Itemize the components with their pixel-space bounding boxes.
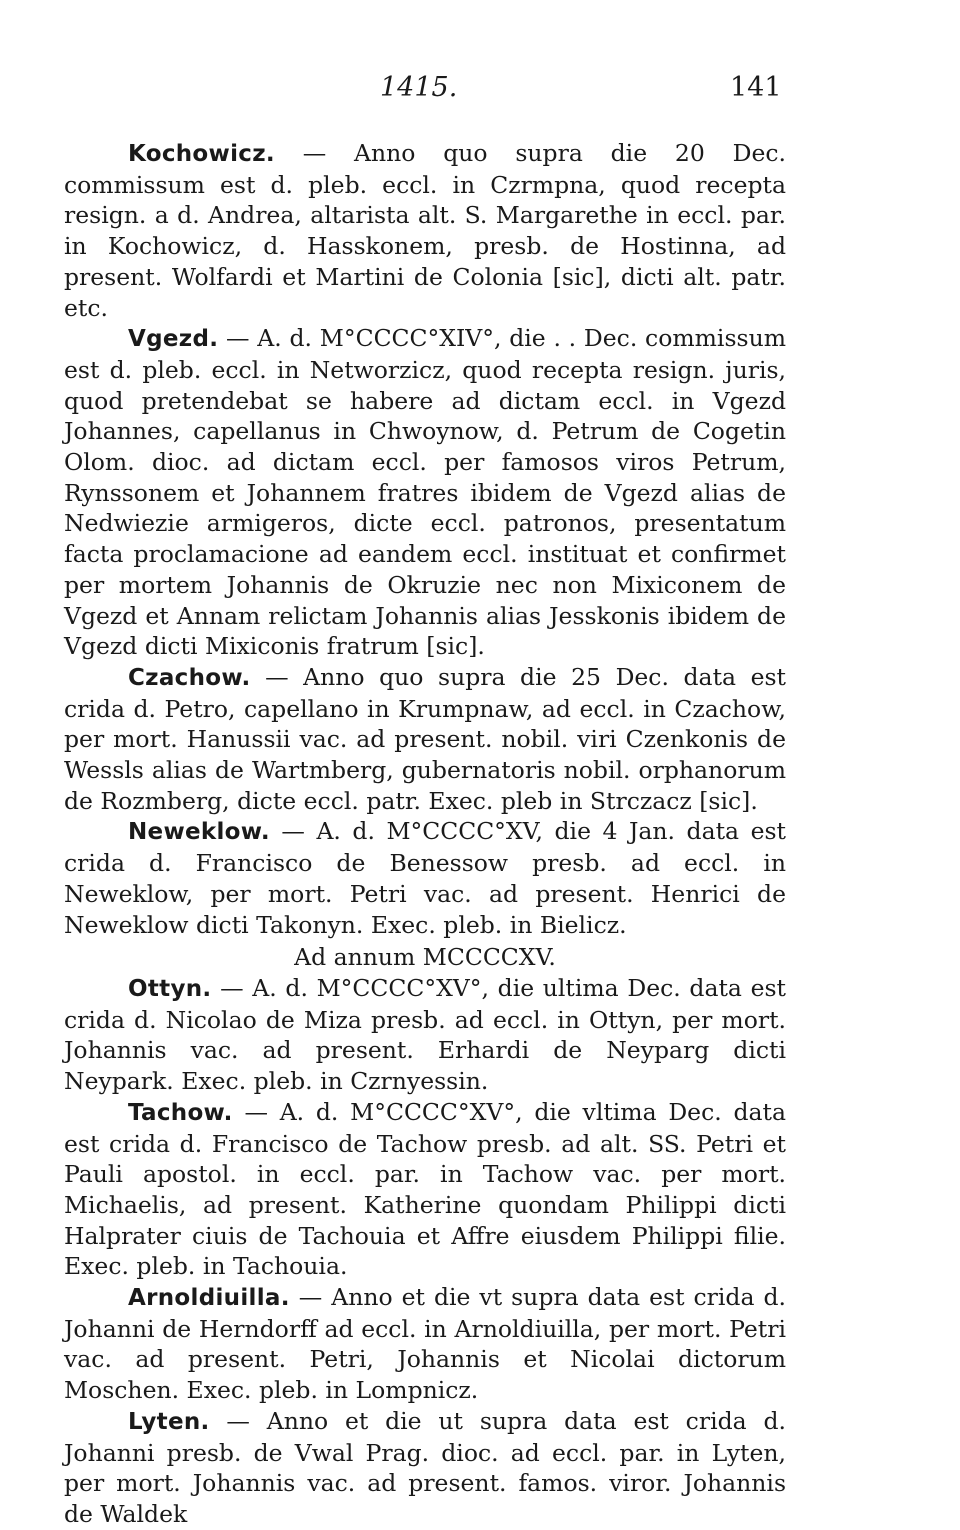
entry-text: — A. d. M°CCCC°XV, die 4 Jan. data est crida d. Francisco de Benessow presb. ad eccl. in Neweklow, per mort. Petri vac. ad present. Henrici de Neweklow dicti Takonyn. Exec. pleb. in Bielicz. (64, 817, 786, 939)
entry-neweklow (64, 816, 786, 940)
entry-text: — A. d. M°CCCC°XV°, die ultima Dec. data est crida d. Nicolao de Miza presb. ad eccl. in Ottyn, per mort. Johannis vac. ad present. Erhardi de Neyparg dicti Neypark. Exec. pleb. in Czrnyessin. (64, 973, 786, 1096)
entry-text: — Anno quo supra die 25 Dec. data est crida d. Petro, capellano in Krumpnaw, ad eccl. in Czachow, per mort. Hanussii vac. ad present. nobil. viri Czenkonis de Wessls alias de Wartmberg, gubernatoris nobil. orphanorum de Rozmberg, dicte eccl. patr. Exec. pleb in Strczacz [sic]. (64, 662, 786, 815)
body-text (64, 138, 786, 1530)
entry-headword: Ottyn. (128, 975, 212, 1002)
entry-headword: Tachow. (128, 1099, 233, 1126)
entry-kochowicz (64, 138, 786, 323)
entry-text: — A. d. M°CCCC°XV°, die vltima Dec. data est crida d. Francisco de Tachow presb. ad alt. SS. Petri et Pauli apostol. in eccl. par. in Tachow vac. per mort. Michaelis, ad present. Katherine quondam Philippi dicti Halprater ciuis de Tachouia et Affre eiusdem Philippi filie. Exec. pleb. in Tachouia. (64, 1097, 786, 1281)
entry-text: — Anno et die vt supra data est crida d. Johanni de Herndorff ad eccl. in Arnoldiuilla, per mort. Petri vac. ad present. Petri, Johannis et Nicolai dictorum Moschen. Exec. pleb. in Lompnicz. (64, 1283, 786, 1405)
entry-ottyn (64, 973, 786, 1097)
entry-arnoldiuilla (64, 1282, 786, 1406)
entry-headword: Kochowicz. (128, 141, 275, 167)
entry-text: — Anno quo supra die 20 Dec. commissum est d. pleb. eccl. in Czrmpna, quod recepta resign. a d. Andrea, altarista alt. S. Margarethe in eccl. par. in Kochowicz, d. Hasskonem, presb. de Hostinna, ad present. Wolfardi et Martini de Colonia [sic], dicti alt. patr. etc. (64, 139, 786, 322)
page-number: 141 (730, 72, 782, 103)
entry-czachow (64, 662, 786, 817)
entry-vgezd (64, 323, 786, 662)
entry-tachow (64, 1097, 786, 1282)
entry-headword: Czachow. (128, 664, 251, 691)
entry-lyten (64, 1406, 786, 1530)
entry-headword: Neweklow. (128, 819, 270, 846)
running-head (0, 72, 960, 112)
entry-text: — A. d. M°CCCC°XIV°, die . . Dec. commissum est d. pleb. eccl. in Networzicz, quod recepta resign. juris, quod pretendebat se habere ad dictam eccl. in Vgezd Johannes, capellanus in Chwoynow, d. Petrum de Cogetin Olom. dioc. ad dictam eccl. per famosos viros Petrum, Rynssonem et Johannem fratres ibidem de Vgezd alias de Nedwiezie armigeros, dicte eccl. patronos, presentatum facta proclamacione ad eandem eccl. instituat et confirmet per mortem Johannis de Okruzie nec non Mixiconem de Vgezd et Annam relictam Johannis alias Jesskonis ibidem de Vgezd dicti Mixiconis fratrum [sic]. (64, 324, 786, 661)
entry-headword: Lyten. (128, 1408, 210, 1435)
entry-text: — Anno et die ut supra data est crida d. Johanni presb. de Vwal Prag. dioc. ad eccl. par. in Lyten, per mort. Johannis vac. ad present. famos. viror. Johannis de Waldek (64, 1406, 786, 1528)
entry-headword: Vgezd. (128, 326, 219, 353)
running-head-year: 1415. (380, 72, 458, 103)
entry-headword: Arnoldiuilla. (128, 1285, 290, 1312)
section-title: Ad annum MCCCCXV. (294, 943, 556, 972)
